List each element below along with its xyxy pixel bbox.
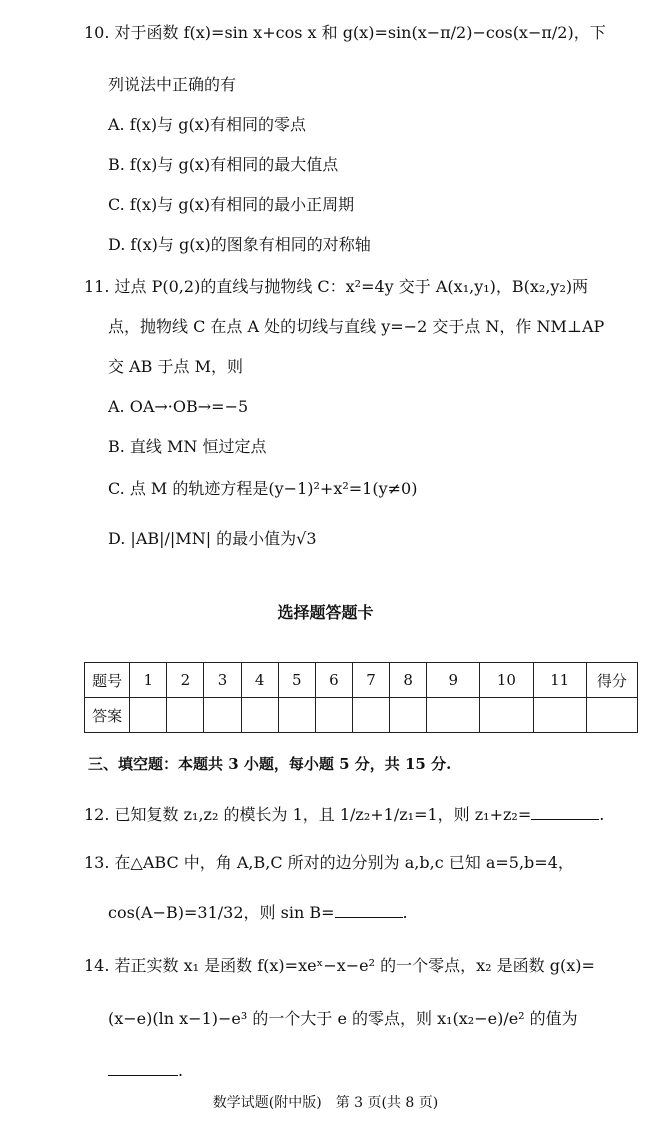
q11-stem-line1: 11. 过点 P(0,2)的直线与抛物线 C：x²=4y 交于 A(x₁,y₁)，B(x₂,y₂)两 [84,277,589,296]
answer-cell-score[interactable] [586,698,637,733]
answer-cell-2[interactable] [167,698,204,733]
answer-cell-8[interactable] [390,698,427,733]
q12-line [84,804,604,826]
section3-heading: 三、填空题：本题共 3 小题，每小题 5 分，共 15 分. [88,755,452,773]
header-cell-score: 得分 [586,663,637,698]
q10-stem-line1: 10. 对于函数 f(x)=sin x+cos x 和 g(x)=sin(x−π/2)−cos(x−π/2)，下 [84,23,606,42]
q10-option-d: D. f(x)与 g(x)的图象有相同的对称轴 [108,235,371,254]
q11-option-b: B. 直线 MN 恒过定点 [108,437,267,456]
q14-answer-blank[interactable] [108,1061,178,1076]
answer-cell-5[interactable] [278,698,315,733]
header-cell-6: 6 [315,663,352,698]
answer-cell-9[interactable] [427,698,480,733]
answer-row-label: 答案 [85,698,130,733]
q13-line2 [108,902,408,924]
answer-cell-6[interactable] [315,698,352,733]
q13-text: cos(A−B)=31/32，则 sin B= [108,903,335,922]
q12-tail: . [599,805,605,824]
q14-line2: (x−e)(ln x−1)−e³ 的一个大于 e 的零点，则 x₁(x₂−e)/e² 的值为 [108,1009,578,1028]
header-cell-label: 题号 [85,663,130,698]
answer-cell-10[interactable] [480,698,533,733]
header-cell-8: 8 [390,663,427,698]
q11-stem-line3: 交 AB 于点 M，则 [108,357,243,376]
answer-cell-3[interactable] [204,698,241,733]
answer-cell-7[interactable] [352,698,389,733]
answer-card-answer-row [85,698,638,733]
q11-stem-line2: 点，抛物线 C 在点 A 处的切线与直线 y=−2 交于点 N，作 NM⊥AP [108,317,605,336]
header-cell-4: 4 [241,663,278,698]
q14-tail: . [178,1061,184,1080]
q10-option-c: C. f(x)与 g(x)有相同的最小正周期 [108,195,355,214]
page-footer: 数学试题(附中版) 第 3 页(共 8 页) [212,1095,439,1111]
answer-cell-4[interactable] [241,698,278,733]
header-cell-7: 7 [352,663,389,698]
q13-answer-blank[interactable] [335,903,403,918]
q12-answer-blank[interactable] [531,805,599,820]
answer-card-table [84,662,638,733]
answer-cell-1[interactable] [130,698,167,733]
q12-text: 12. 已知复数 z₁,z₂ 的模长为 1，且 1/z₂+1/z₁=1，则 z₁+z₂= [84,805,532,824]
header-cell-2: 2 [167,663,204,698]
header-cell-5: 5 [278,663,315,698]
answer-card-title: 选择题答题卡 [277,603,374,622]
q11-option-c: C. 点 M 的轨迹方程是(y−1)²+x²=1(y≠0) [108,479,418,498]
header-cell-9: 9 [427,663,480,698]
header-cell-11: 11 [533,663,586,698]
q11-option-d: D. |AB|/|MN| 的最小值为√3 [108,529,317,548]
q10-option-b: B. f(x)与 g(x)有相同的最大值点 [108,155,339,174]
q13-tail: . [402,903,408,922]
q11-option-a: A. OA→·OB→=−5 [108,397,249,416]
q10-option-a: A. f(x)与 g(x)有相同的零点 [108,115,306,134]
header-cell-1: 1 [130,663,167,698]
header-cell-3: 3 [204,663,241,698]
q14-line3 [108,1060,183,1082]
q10-stem-line2: 列说法中正确的有 [108,75,237,94]
q14-line1: 14. 若正实数 x₁ 是函数 f(x)=xeˣ−x−e² 的一个零点，x₂ 是函数 g(x)= [84,956,595,975]
answer-card-header-row [85,663,638,698]
header-cell-10: 10 [480,663,533,698]
q13-line1: 13. 在△ABC 中，角 A,B,C 所对的边分别为 a,b,c 已知 a=5,b=4， [84,853,574,872]
answer-cell-11[interactable] [533,698,586,733]
